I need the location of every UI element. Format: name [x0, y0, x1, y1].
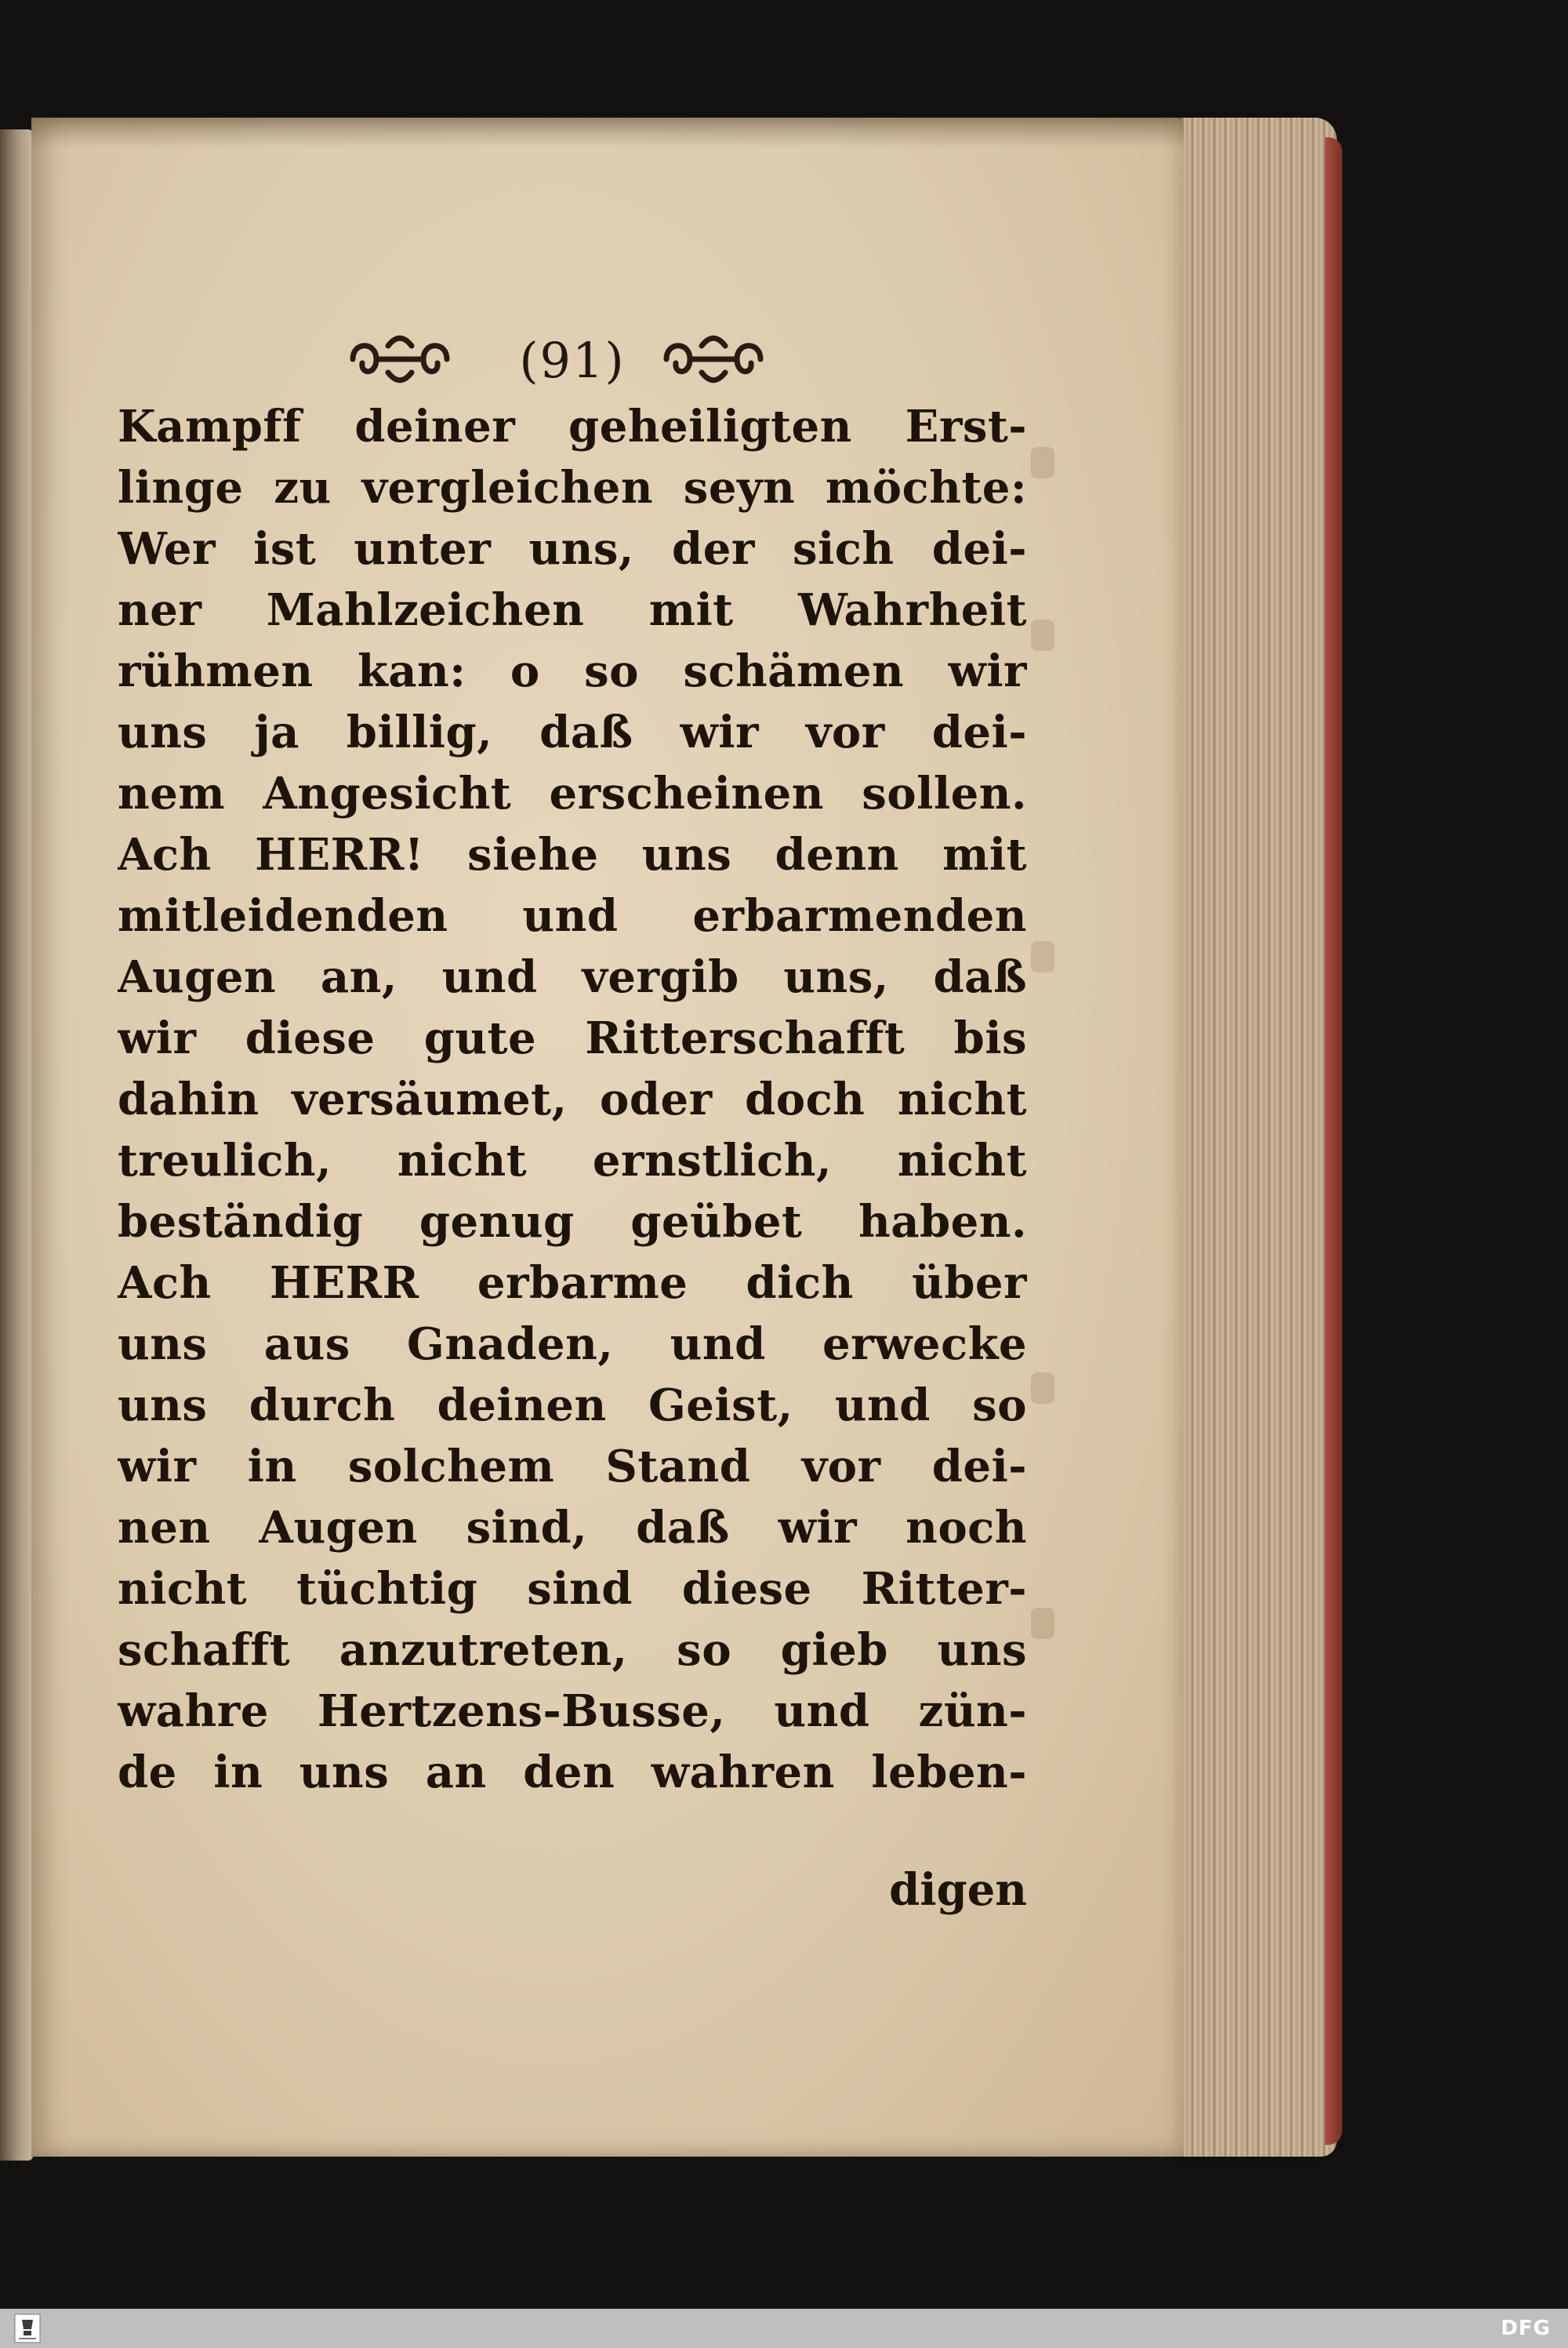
- bleed-through-mark: [1031, 941, 1054, 972]
- previous-leaf-edge: [0, 129, 33, 2161]
- bleed-through-mark: [1031, 620, 1054, 651]
- library-seal-icon: [14, 2313, 41, 2343]
- text-line: uns ja billig, daß wir vor dei-: [118, 707, 1027, 758]
- text-line: wahre Hertzens-Busse, und zün-: [118, 1685, 1027, 1737]
- page-header: [31, 325, 1184, 396]
- text-line: rühmen kan: o so schämen wir: [118, 645, 1027, 697]
- text-line: nicht tüchtig sind diese Ritter-: [118, 1563, 1027, 1615]
- text-line: Wer ist unter uns, der sich dei-: [118, 523, 1027, 575]
- text-line: wir diese gute Ritterschafft bis: [118, 1012, 1027, 1064]
- text-line: Augen an, und vergib uns, daß: [118, 951, 1027, 1003]
- text-line: mitleidenden und erbarmenden: [118, 890, 1027, 942]
- text-line: uns durch deinen Geist, und so: [118, 1379, 1027, 1431]
- body-text: [118, 396, 1027, 1803]
- text-line: de in uns an den wahren leben-: [118, 1746, 1027, 1798]
- text-line: Kampff deiner geheiligten Erst-: [118, 401, 1027, 453]
- text-line: treulich, nicht ernstlich, nicht: [118, 1135, 1027, 1187]
- text-line: linge zu vergleichen seyn möchte:: [118, 462, 1027, 514]
- text-line: dahin versäumet, oder doch nicht: [118, 1074, 1027, 1125]
- text-line: Ach HERR! siehe uns denn mit: [118, 829, 1027, 881]
- text-line: Ach HERR erbarme dich über: [118, 1257, 1027, 1309]
- right-ornament-icon: [659, 332, 768, 387]
- dfg-brand-label: DFG: [1501, 2317, 1551, 2340]
- text-line: nem Angesicht erscheinen sollen.: [118, 768, 1027, 820]
- bleed-through-mark: [1031, 1372, 1054, 1404]
- catchword: digen: [889, 1864, 1027, 1916]
- page-top-shadow: [31, 118, 1184, 149]
- text-line: nen Augen sind, daß wir noch: [118, 1502, 1027, 1554]
- text-line: beständig genug geübet haben.: [118, 1196, 1027, 1248]
- page-number: (91): [519, 332, 626, 389]
- page-edges-stack: [1176, 118, 1337, 2157]
- bleed-through-mark: [1031, 447, 1054, 478]
- text-line: ner Mahlzeichen mit Wahrheit: [118, 584, 1027, 636]
- bleed-through-mark: [1031, 1608, 1054, 1639]
- red-edge-binding: [1325, 137, 1342, 2145]
- text-line: uns aus Gnaden, und erwecke: [118, 1318, 1027, 1370]
- book-page: [31, 118, 1184, 2157]
- viewer-footer: [0, 2309, 1568, 2348]
- left-ornament-icon: [345, 332, 455, 387]
- text-line: schafft anzutreten, so gieb uns: [118, 1624, 1027, 1676]
- text-line: wir in solchem Stand vor dei-: [118, 1441, 1027, 1492]
